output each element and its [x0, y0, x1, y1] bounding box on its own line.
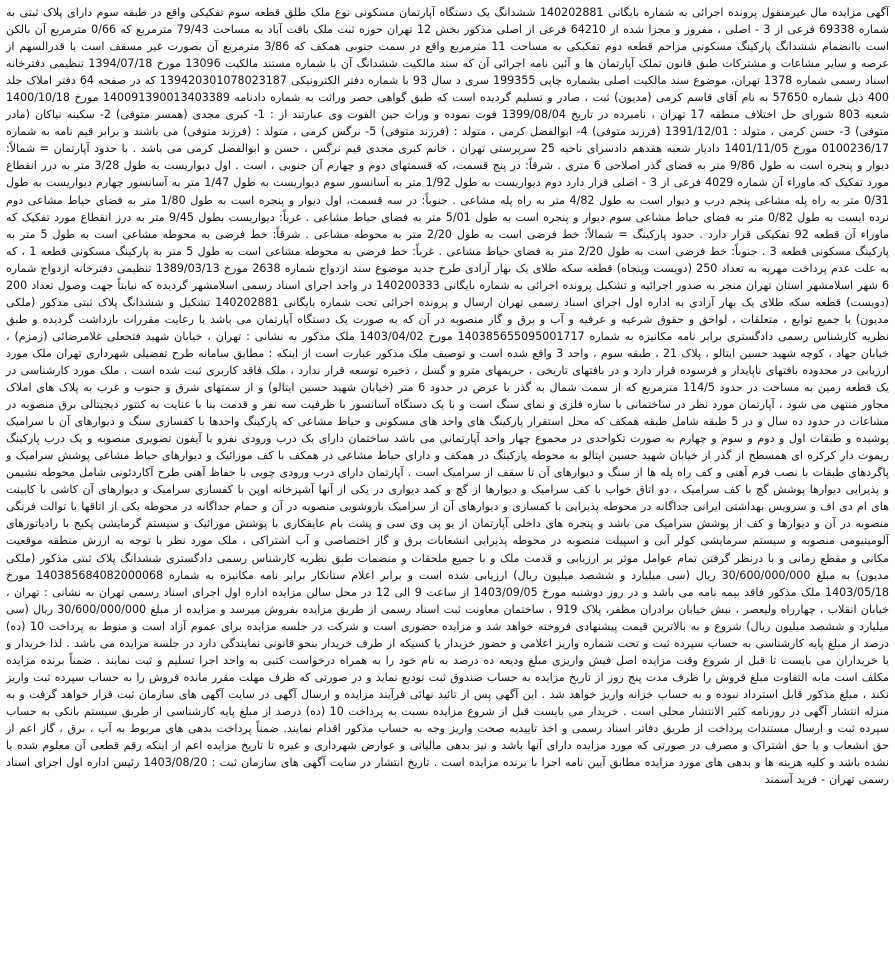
notice-page: [4, 4, 891, 967]
auction-notice-text: آگهی مزایده مال غیرمنقول پرونده اجرائی به شماره بایگانی 140202881 ششدانگ یک دستگاه آپارتمان مسکونی نوع ملک طلق قطعه سوم تفکیکی واقع در طبقه سوم دارای پلاک ثبتی به شماره 69338 فرعی از 3 - اصلی ، مفروز و مجزا شده از 64210 فرعی از اصلی مذکور بخش 12 تهران حوزه ثبت ملک بافت آباد به مساحت 79/43 مترمربع که 0/66 مترمربع آن بالکن است باانضمام ششدانگ پارکینگ مسکونی مزاحم قطعه دوم تفکیکی به مساحت 11 مترمربع واقع در سمت جنوبی همکف که 3/86 مترمربع آن بصورت غیر مسقف است با قدرالسهم از عرصه و سایر مشاعات و مشترکات طبق قانون تملک آپارتمان ها و آئین نامه اجرائی آن که سند مالکیت ششدانگ آن با شماره مستند مالکیت 13096 مورخ 1394/07/18 تنظیمی دفترخانه اسناد رسمی شماره 1378 تهران، موضوع سند مالکیت اصلی بشماره چاپی 199355 سری د سال 93 با شماره دفتر الکترونیکی 139420301078023187 که در صفحه 64 دفتر املاک جلد 400 ذیل شماره 57650 به نام آقای قاسم کرمی (مدیون) ثبت ، صادر و تسلیم گردیده است که طبق گواهی حصر وراثت به شماره دادنامه 140091390013403389 مورخ 1400/10/18 شعبه 803 شورای حل اختلاف منطقه 17 تهران ، نامبرده در تاریخ 1399/08/04 فوت نموده و وراث حین الفوت وی عبارتند از : 1- کبری مجدی (همسر متوفی) 2- سکینه نیاکان (مادر متوفی) 3- حسن کرمی ، متولد : 1391/12/01 (فرزند متوفی) 4- ابوالفضل کرمی ، متولد : (فرزند متوفی) 5- نرگس کرمی ، متولد : (فرزند متوفی) می باشند و برابر قیم نامه به شماره 0100236/17 مورخ 1401/11/05 دادیار شعبه هفدهم دادسرای ناحیه 25 سرپرستی تهران ، خانم کبری مجدی قیم نرگس ، حسن و ابوالفضل کرمی می باشد . با حدود آپارتمان = شمالاً: دیوار و پنجره است به طول 9/86 متر به فضای گذر اصلاحی 6 متری . شرقاً: در پنج قسمت، که قسمتهای دوم و چهارم آن جنوبی ، است . اول دیواریست به طول 3/28 متر به درز انقطاع مورد تفکیک که ماوراء آن شماره 4029 فرعی از 3 - اصلی قرار دارد دوم دیواریست به طول 1/92 متر به آسانسور سوم دیواریست به طول 1/47 متر به آسانسور چهارم دیواریست به طول 0/31 متر به راه پله مشاعی پنجم درب و دیوار است به طول 4/82 متر به راه پله مشاعی . جنوباً: در سه قسمت، اول دیوار و پنجره است به طول 1/80 متر به فضای حیاط مشاعی دوم نرده ایست به طول 0/82 متر به فضای حیاط مشاعی سوم دیوار و پنجره است به طول 5/01 متر به فضای حیاط مشاعی . غرباً: دیواریست بطول 9/45 متر به درز انقطاع مورد تفکیک که ماوراء آن قطعه 92 تفکیکی قرار دارد . حدود پارکینگ = شمالاً: خط فرضی است به طول 2/20 متر به محوطه مشاعی . شرقاً: خط فرضی به محوطه مشاعی است به طول 5 متر به پارکینگ مسکونی قطعه 3 . جنوباً: خط فرضی است به طول 2/20 متر به فضای حیاط مشاعی . غرباً: خط فرضی به محوطه مشاعی است به طول 5 متر به پارکینگ مسکونی قطعه 1 ، که به علت عدم پرداخت مهریه به تعداد 250 (دویست وپنجاه) قطعه سکه طلای یک بهار آزادی طرح جدید موضوع سند ازدواج شماره 2638 مورخ 1389/03/13 تنظیمی دفترخانه ازدواج شماره 6 شهر اسلامشهر استان تهران منجر به صدور اجرائیه و تشکیل پرونده اجرائی به شماره بایگانی 140200333 در واحد اجرای اسناد رسمی اسلامشهر گردیده که نیابتاً جهت وصول تعداد 200 (دویست) قطعه سکه طلای یک بهار آزادی به اداره اول اجرای اسناد رسمی تهران ارسال و پرونده اجرائی تحت شماره بایگانی 140202881 تشکیل و ششدانگ پلاک ثبتی مذکور (ملکی مدیون) با جمیع توابع ، متعلقات ، لواحق و حقوق شرعیه و عرفیه و آب و برق و گاز منصوبه در آن که به صورت یک دستگاه آپارتمان می باشد با رعایت مقررات بازداشت گردیده و طبق نظریه کارشناس رسمی دادگستری برابر نامه مکانیزه به شماره 140385655095001717 مورخ 1403/04/02 ملک مذکور به نشانی : تهران ، خیابان شهید فتحعلی غلامرضائی (زمزم) ، خیابان جهاد ، کوچه شهید حسین ایتالو ، پلاک 21 ، طبقه سوم ، واحد 3 واقع شده است و توصیف ملک مذکور عبارت است از اینکه : مطابق سامانه طرح تفضیلی شهرداری تهران ملک مورد ارزیابی در محدوده بافتهای ناپایدار و فرسوده قرار دارد و در بافتهای تاریخی ، حریمهای مترو و گسل ، ذخیره توسعه قرار ندارد ، ملک فاقد کاربری ثبت شده است . ملک مورد کارشناسی در یک قطعه زمین به مساحت در حدود 114/5 مترمربع که از سمت شمال به گذر با عرض در حدود 6 متر (خیابان شهید حسین ایتالو) و از سمتهای شرق و جنوب و غرب به پلاک های املاک مجاور منتهی می شود ، آپارتمان مورد نظر در ساختمانی با سازه فلزی و نمای سنگ است و با یک دستگاه آسانسور با ظرفیت سه نفر و قدمت بنا با عنایت به کنتور دیجیتالی برق منصوبه در مشاعات در حدود ده سال و در 5 طبقه شامل طبقه همکف که محل استقرار پارکینگ های واحد های مسکونی و حیاط مشاعی که پارکینگ واحدها با کفسازی سنگ و دیوارهای آن با سرامیک پوشیده و طبقات اول و دوم و سوم و چهارم به صورت تکواحدی در مجموع چهار واحد آپارتمانی می باشد ساختمان دارای یک درب ورودی نفرو با آیفون تصویری منصوبه و یک درب پارکینگ ریموت دار کرکره ای همسطح از گذر از خیابان شهید حسین ایتالو به محوطه پارکینگ در همکف و دارای حیاط مشاعی در همکف با کف موزائیک و دیوارهای حیاط مشاعی پوشش سرامیک و پاگردهای طبقات با نصب فرم آهنی و کف راه پله ها از سنگ و دیوارهای آن تا سقف از سرامیک است . آپارتمان دارای درب ورودی چوبی با حفاظ آهنی طرح آکاردئونی شامل محوطه نشیمن و پذیرایی دیوارها پوشش گچ با کف سرامیک ، دو اتاق خواب با کف سرامیک و دیوارها از گچ و کمد دیواری در یکی از آنها آشپزخانه اوپن با کفسازی سرامیک و دیوارهای آن کاشی با کابینت های ام دی اف و سرویس بهداشتی ایرانی جداگانه در محوطه پذیرایی با کفسازی و دیوارهای آن از سرامیک باروشویی منصوبه در آن و حمام جداگانه در محوطه یکی از اتاقها با توالت فرنگی منصوبه در آن و دیوارها و کف از پوشش سرامیک می باشد و پنجره های داخلی آپارتمان از یو پی وی سی و پشت بام عایقکاری با پوشش موزائیک و سیستم گرمایشی پکیج با رادیاتورهای آلومینیومی منصوبه و سیستم سرمایشی کولر آبی و اسپیلت منصوبه در محوطه پذیرایی انشعابات برق و گاز اختصاصی و آب اشتراکی ، ملک مورد نظر با توجه به ارزش منطقه موقعیت مکانی و مقطع زمانی و با درنظر گرفتن تمام عوامل موثر بر ارزیابی و قدمت ملک و با جمیع ملحقات و منضمات طبق نظریه کارشناس رسمی دادگستری ششدانگ پلاک ثبتی مذکور (ملکی مدیون) به مبلغ 30/600/000/000 ریال (سی میلیارد و ششصد میلیون ریال) ارزیابی شده است و برابر اعلام ستانکار برابر نامه مکانیزه به شماره 140385684082000068 مورخ 1403/05/18 ملک مذکور فاقد بیمه نامه می باشد و در روز دوشنبه مورخ 1403/09/05 از ساعت 9 الی 12 در محل سالن مزایده اداره اول اجرای اسناد رسمی تهران به نشانی : تهران ، خیابان انقلاب ، چهارراه ولیعصر ، نبش خیابان برادران مظفر، پلاک 919 ، ساختمان معاونت ثبت اسناد رسمی از طریق مزایده بفروش میرسد و مزایده از مبلغ 30/600/000/000 ریال (سی میلیارد و ششصد میلیون ریال) شروع و به بالاترین قیمت پیشنهادی فروخته خواهد شد و مزایده حضوری است و شرکت در جلسه مزایده برای عموم آزاد است و منوط به پرداخت 10 (ده) درصد از مبلغ پایه کارشناسی به حساب سپرده ثبت و تحت شماره واریز اعلامی و حضور خریدار یا کسیکه از طرف خریدار بنحو قانونی نمایندگی دارد در جلسه مزایده می باشد . لذا خریدار و یا خریداران می بایست تا قبل از شروع وقت مزایده اصل فیش واریزی مبلغ ودیعه ده درصد به نام خود را به همراه درخواست کتبی به واحد اجرا تسلیم و ثبت نمایند . ضمناً برنده مزایده مکلف است مابه التفاوت مبلغ فروش را ظرف مدت پنج روز از تاریخ مزایده به حساب صندوق ثبت تودیع نماید و در صورتی که ظرف مهلت مقرر مانده فروش را به حساب سپرده ثبت واریز نکند ، مبلغ مذکور قابل استرداد نبوده و به حساب خزانه واریز خواهد شد . این آگهی پس از تائید نهائی فرآیند مزایده و ارسال آگهی در سایت آگهی های سازمان ثبت قرار خواهد گرفت و به منزله انتشار آگهی در روزنامه کثیر الانتشار محلی است . خریدار می بایست قبل از شروع مزایده نسبت به پرداخت 10 (ده) درصد از مبلغ پایه کارشناسی از طریق سیستم بانکی به حساب سپرده ثبت و ارسال مستندات پرداخت از طریق دفاتر اسناد رسمی و اخذ تاییدیه صحت واریز وجه به حساب مذکور اقدام نمایند. ضمناً پرداخت بدهی های مربوط به آب ، برق ، گاز اعم از حق انشعاب و یا حق اشتراک و مصرف در صورتی که مورد مزایده دارای آنها باشد و نیز بدهی مالیاتی و عوارض شهرداری و غیره تا تاریخ مزایده اعم از اینکه رقم قطعی آن معلوم شده یا نشده باشد و کلیه هزینه ها و بدهی های مورد مزایده مطابق آیین نامه اجرا با برنده مزایده است . تاریخ انتشار در سایت آگهی های سازمان ثبت : 1403/08/20 رئیس اداره اول اجرای اسناد رسمی تهران - فرید آسمند: [6, 6, 890, 787]
